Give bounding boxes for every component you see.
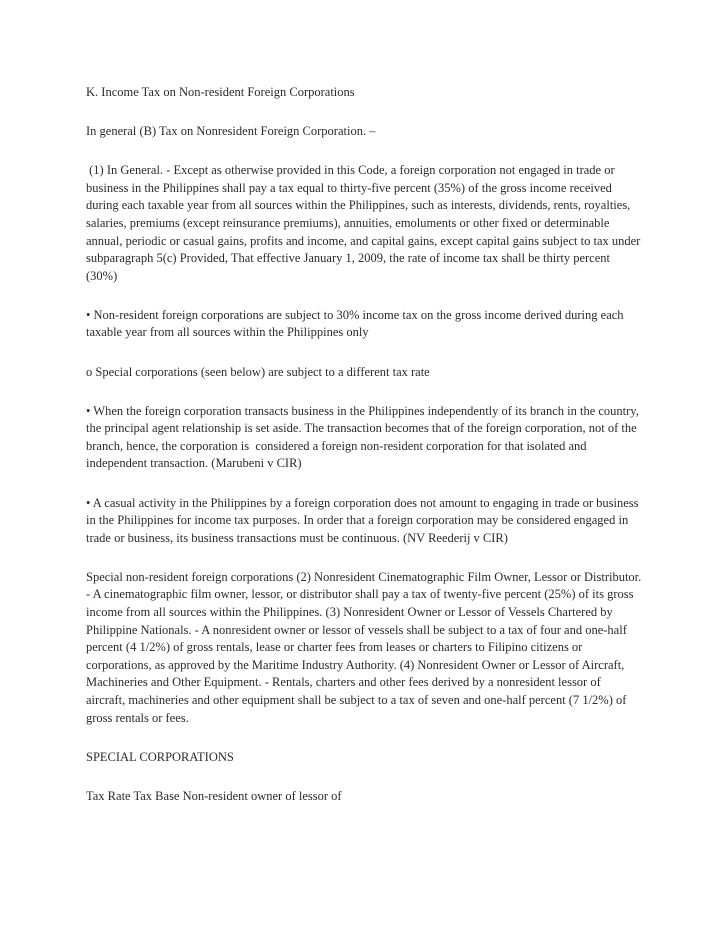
table-header-line: Tax Rate Tax Base Non-resident owner of lessor of	[86, 788, 342, 803]
bullet-casual-activity: • A casual activity in the Philippines by a foreign corporation does not amount to engaging in trade or business in the Philippines for income tax purposes. In order that a foreign corporation may be considered engaged in trade or business, its business transactions must be continuous. (NV Reederij v CIR)	[86, 495, 642, 545]
document-content	[86, 84, 645, 827]
bullet-branch-transaction: • When the foreign corporation transacts business in the Philippines independently of its branch in the country, the principal agent relationship is set aside. The transaction becomes that of the foreign corporation, not of the branch, hence, the corporation is considered a foreign non-resident corporation for that isolated and independent transaction. (Marubeni v CIR)	[86, 403, 642, 471]
paragraph-special-nonresident: Special non-resident foreign corporations (2) Nonresident Cinematographic Film Owner, Lessor or Distributor. - A cinematographic film owner, lessor, or distributor shall pay a tax of twenty-five percent (25%) of its gross income from all sources within the Philippines. (3) Nonresident Owner or Lessor of Vessels Chartered by Philippine Nationals. - A nonresident owner or lessor of vessels shall be subject to a tax of four and one-half percent (4 1/2%) of gross rentals, lease or charter fees from leases or charters to Filipino citizens or corporations, as approved by the Maritime Industry Authority. (4) Nonresident Owner or Lessor of Aircraft, Machineries and Other Equipment. - Rentals, charters and other fees derived by a nonresident lessor of aircraft, machineries and other equipment shall be subject to a tax of seven and one-half percent (7 1/2%) of gross rentals or fees.	[86, 569, 645, 725]
sub-bullet-special-corporations: o Special corporations (seen below) are subject to a different tax rate	[86, 364, 430, 379]
bullet-nonresident-30pct: • Non-resident foreign corporations are subject to 30% income tax on the gross income derived during each taxable year from all sources within the Philippines only	[86, 307, 627, 340]
paragraph-in-general: (1) In General. - Except as otherwise provided in this Code, a foreign corporation not engaged in trade or business in the Philippines shall pay a tax equal to thirty-five percent (35%) of the gross income received during each taxable year from all sources within the Philippines, such as interests, dividends, rents, royalties, salaries, premiums (except reinsurance premiums), annuities, emoluments or other fixed or determinable annual, periodic or casual gains, profits and income, and capital gains, except capital gains subject to tax under subparagraph 5(c) Provided, That effective January 1, 2009, the rate of income tax shall be thirty percent (30%)	[86, 163, 644, 283]
document-heading: K. Income Tax on Non-resident Foreign Corporations	[86, 85, 355, 99]
section-heading-special-corporations: SPECIAL CORPORATIONS	[86, 749, 234, 764]
intro-line: In general (B) Tax on Nonresident Foreign Corporation. –	[86, 124, 376, 139]
